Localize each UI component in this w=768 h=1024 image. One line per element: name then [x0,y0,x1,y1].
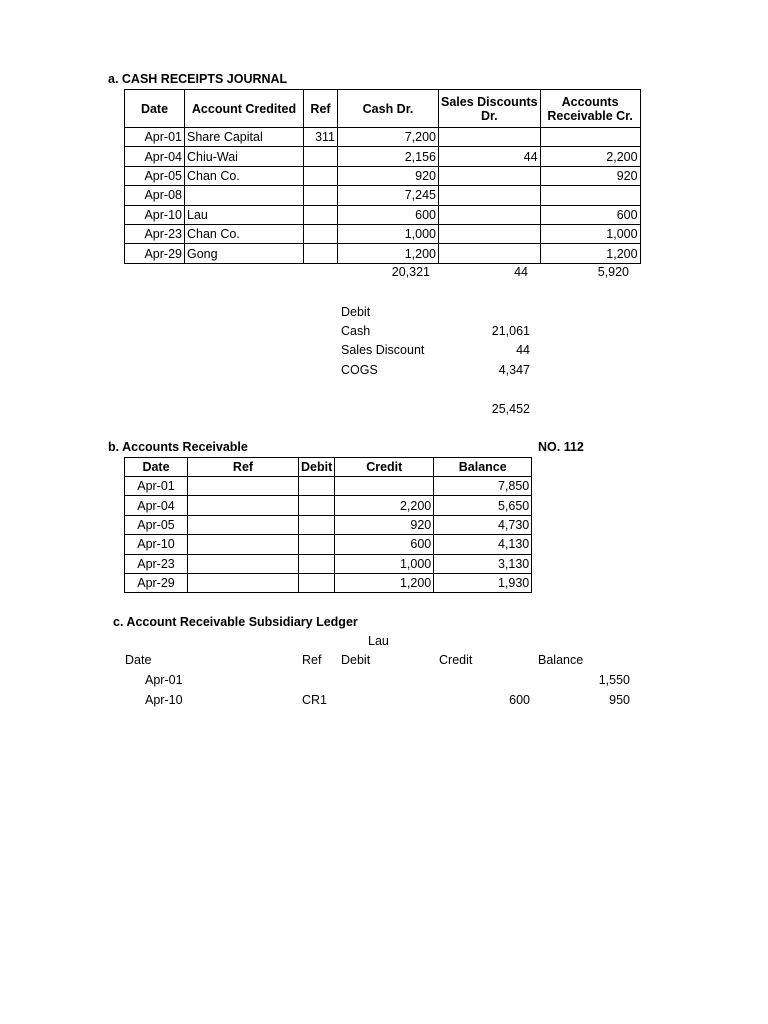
journal-account: Chan Co. [185,166,304,185]
journal-cash: 1,200 [338,244,439,263]
subsidiary-date: Apr-10 [145,693,183,707]
ar-header-ref: Ref [188,458,299,477]
ar-ref [188,554,299,573]
journal-cash: 600 [338,205,439,224]
journal-ar: 1,000 [540,224,640,243]
journal-header-cash: Cash Dr. [338,90,439,128]
ar-ledger-number: NO. 112 [538,440,584,454]
journal-discount [439,128,541,147]
ar-debit [299,573,335,592]
table-row [125,535,532,554]
journal-title: a. CASH RECEIPTS JOURNAL [108,72,288,86]
journal-discount [439,166,541,185]
table-row [125,224,641,243]
debit-item-value: 4,347 [498,363,530,377]
subsidiary-title: c. Account Receivable Subsidiary Ledger [113,615,358,629]
ar-date: Apr-23 [125,554,188,573]
ar-balance: 7,850 [434,477,532,496]
ar-ref [188,573,299,592]
journal-date: Apr-23 [125,224,185,243]
subsidiary-date: Apr-01 [145,673,183,687]
ar-ledger-title: b. Accounts Receivable [108,440,248,454]
debit-summary-title: Debit [341,305,371,319]
debit-item-label: Sales Discount [341,343,425,357]
ar-header-date: Date [125,458,188,477]
journal-discount [439,244,541,263]
subsidiary-header-ref: Ref [302,653,322,667]
table-row [125,515,532,534]
ar-ref [188,496,299,515]
ar-ref [188,477,299,496]
ar-date: Apr-04 [125,496,188,515]
journal-account: Share Capital [185,128,304,147]
journal-ref [304,186,338,205]
ar-credit [335,477,434,496]
journal-discount [439,205,541,224]
journal-date: Apr-05 [125,166,185,185]
journal-ref [304,205,338,224]
ar-balance: 1,930 [434,573,532,592]
journal-ar: 920 [540,166,640,185]
ar-date: Apr-29 [125,573,188,592]
subsidiary-header-debit: Debit [341,653,371,667]
ar-date: Apr-10 [125,535,188,554]
journal-ref: 311 [304,128,338,147]
journal-ar [540,128,640,147]
table-row [125,147,641,166]
journal-header-sales-discounts [439,90,541,128]
ar-debit [299,515,335,534]
debit-item-value: 44 [516,343,530,357]
ar-header-balance: Balance [434,458,532,477]
journal-account: Chan Co. [185,224,304,243]
journal-total-cash: 20,321 [391,265,430,279]
journal-header-sales-discounts-line1: Sales Discounts [441,94,538,109]
table-row [125,244,641,263]
table-row [125,554,532,573]
journal-discount [439,224,541,243]
journal-total-ar: 5,920 [597,265,629,279]
ar-debit [299,477,335,496]
journal-account: Lau [185,205,304,224]
subsidiary-ref: CR1 [302,693,328,707]
table-row [125,166,641,185]
table-row [125,477,532,496]
subsidiary-balance: 1,550 [598,673,630,687]
journal-ar: 1,200 [540,244,640,263]
journal-ar: 2,200 [540,147,640,166]
ar-balance: 5,650 [434,496,532,515]
debit-item-label: Cash [341,324,371,338]
debit-item-label: COGS [341,363,378,377]
journal-cash: 2,156 [338,147,439,166]
journal-ref [304,224,338,243]
journal-account: Chiu-Wai [185,147,304,166]
ar-credit: 920 [335,515,434,534]
journal-cash: 1,000 [338,224,439,243]
subsidiary-credit: 600 [509,693,530,707]
journal-cash: 7,245 [338,186,439,205]
journal-header-ar-line1: Accounts [561,94,619,109]
journal-header-ref: Ref [304,90,338,128]
table-row [125,205,641,224]
journal-total-discount: 44 [514,265,528,279]
ar-debit [299,496,335,515]
journal-cash: 7,200 [338,128,439,147]
ar-date: Apr-01 [125,477,188,496]
journal-ref [304,166,338,185]
journal-header-account: Account Credited [185,90,304,128]
journal-cash: 920 [338,166,439,185]
debit-item-value: 21,061 [491,324,530,338]
journal-date: Apr-01 [125,128,185,147]
journal-date: Apr-04 [125,147,185,166]
subsidiary-header-credit: Credit [439,653,473,667]
ar-debit [299,554,335,573]
journal-ref [304,147,338,166]
cash-receipts-journal-table [124,89,641,264]
journal-ar: 600 [540,205,640,224]
journal-header-ar-line2: Receivable Cr. [547,108,633,123]
journal-header-row [125,90,641,128]
journal-header-sales-discounts-line2: Dr. [480,108,498,123]
ar-header-credit: Credit [335,458,434,477]
ar-credit: 2,200 [335,496,434,515]
ar-credit: 600 [335,535,434,554]
ar-credit: 1,200 [335,573,434,592]
subsidiary-header-date: Date [125,653,152,667]
journal-discount [439,186,541,205]
journal-account [185,186,304,205]
table-row [125,573,532,592]
ar-credit: 1,000 [335,554,434,573]
ar-header-debit: Debit [299,458,335,477]
ar-header-row [125,458,532,477]
ar-balance: 3,130 [434,554,532,573]
table-row [125,186,641,205]
table-row [125,496,532,515]
accounts-receivable-table [124,457,532,593]
ar-balance: 4,730 [434,515,532,534]
table-row [125,128,641,147]
journal-date: Apr-10 [125,205,185,224]
subsidiary-balance: 950 [609,693,630,707]
ar-date: Apr-05 [125,515,188,534]
subsidiary-header-balance: Balance [538,653,584,667]
journal-account: Gong [185,244,304,263]
journal-date: Apr-29 [125,244,185,263]
journal-date: Apr-08 [125,186,185,205]
ar-ref [188,515,299,534]
debit-summary-total: 25,452 [491,402,530,416]
journal-discount: 44 [439,147,541,166]
journal-ref [304,244,338,263]
ar-ref [188,535,299,554]
journal-header-accounts-receivable [540,90,640,128]
ar-balance: 4,130 [434,535,532,554]
journal-header-date: Date [125,90,185,128]
ar-debit [299,535,335,554]
subsidiary-customer-name: Lau [368,634,389,648]
journal-ar [540,186,640,205]
